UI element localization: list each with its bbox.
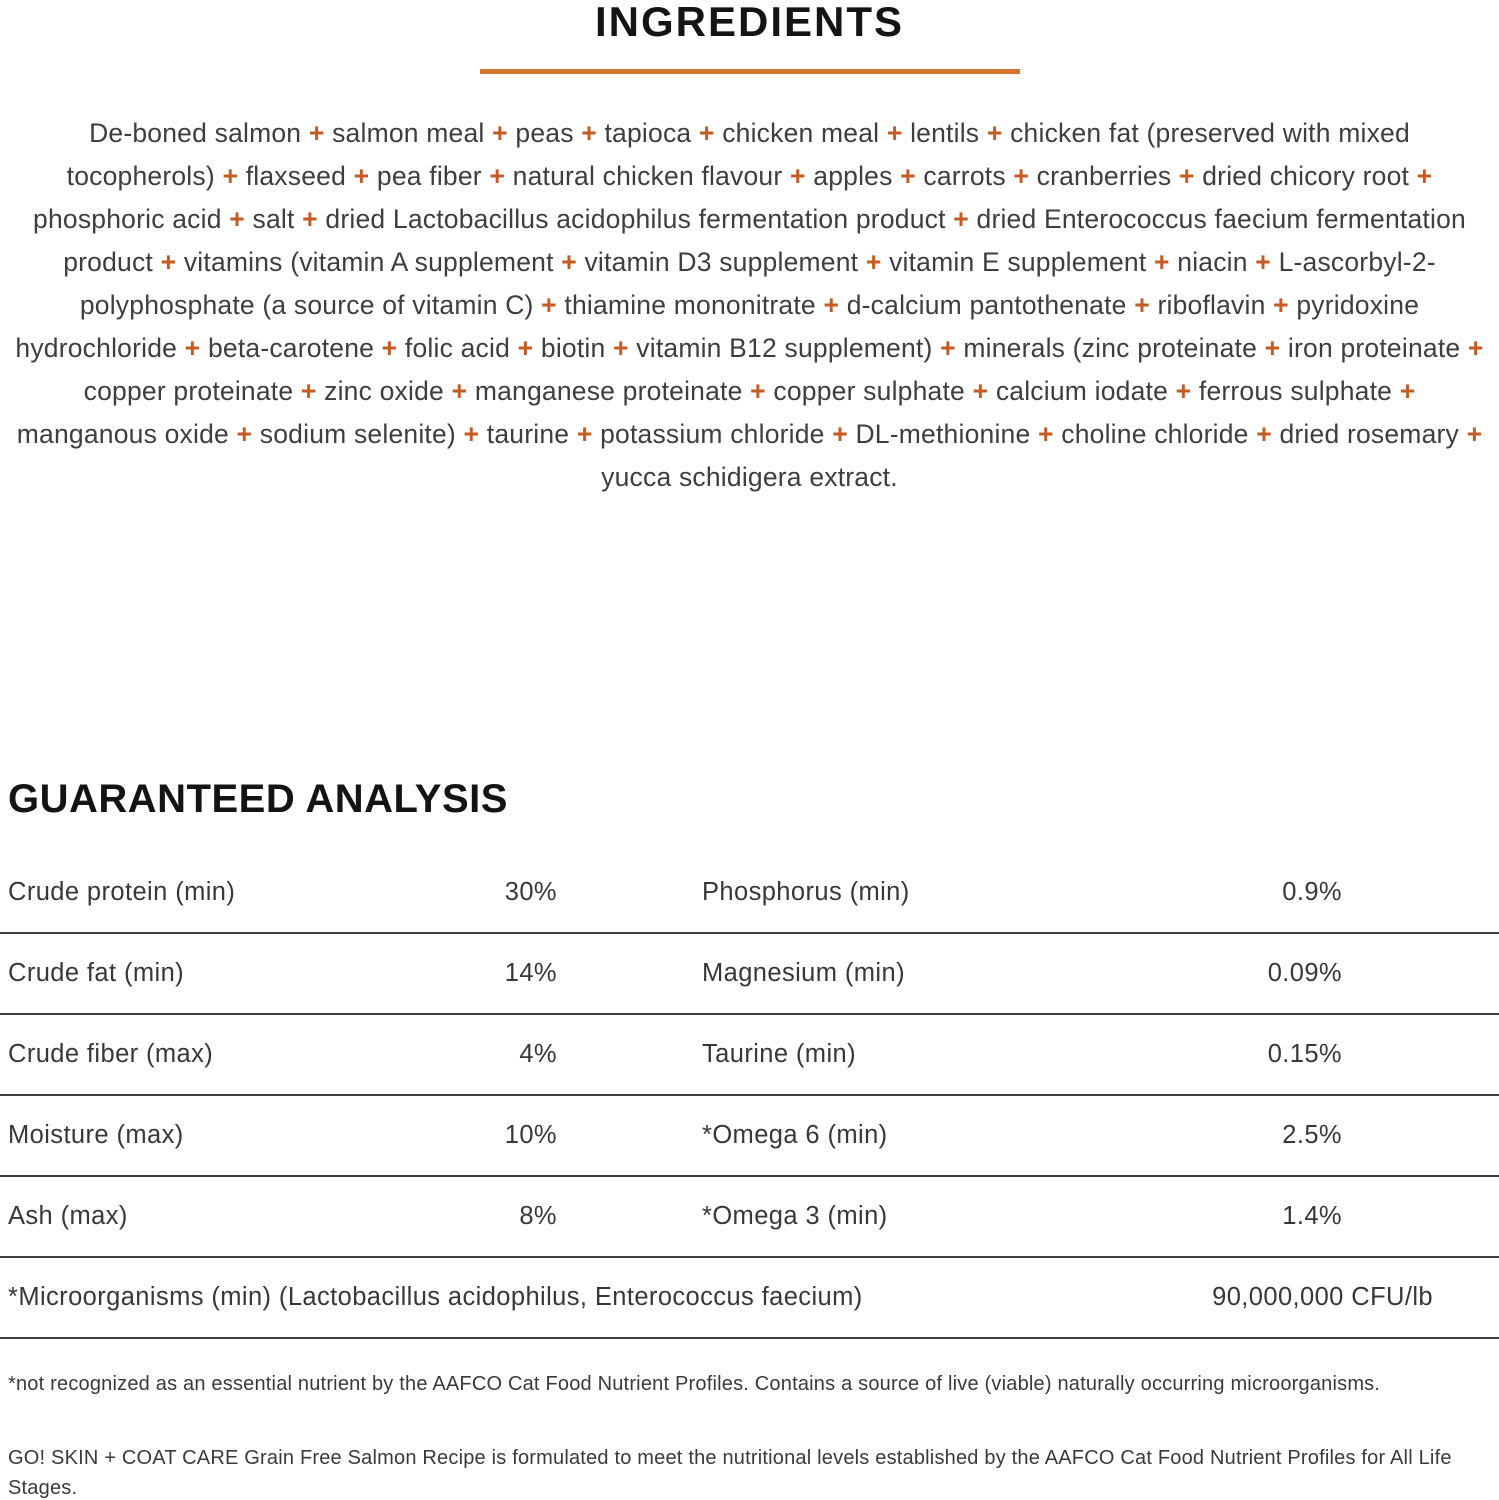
plus-separator-icon: + [222, 160, 239, 191]
plus-separator-icon: + [1175, 375, 1192, 406]
plus-separator-icon: + [353, 160, 370, 191]
plus-separator-icon: + [940, 332, 956, 363]
plus-separator-icon: + [236, 418, 253, 449]
nutrient-value: 90,000,000 CFU/lb [1212, 1282, 1433, 1311]
nutrient-value: 8% [519, 1201, 557, 1230]
title-underline-rule [480, 69, 1020, 74]
plus-separator-icon: + [750, 375, 766, 406]
nutrient-pair [8, 1121, 557, 1150]
plus-separator-icon: + [381, 332, 398, 363]
nutrient-pair [702, 878, 1342, 907]
plus-separator-icon: + [308, 117, 325, 148]
plus-separator-icon: + [1467, 332, 1484, 363]
nutrient-value: 30% [504, 877, 557, 906]
plus-separator-icon: + [789, 160, 806, 191]
plus-separator-icon: + [541, 289, 557, 320]
nutrient-pair [702, 1202, 1342, 1231]
nutrient-label: Crude protein (min) [8, 877, 236, 906]
plus-separator-icon: + [463, 418, 480, 449]
nutrient-pair [8, 959, 557, 988]
plus-separator-icon: + [900, 160, 916, 191]
nutrient-label: *Omega 6 (min) [702, 1120, 888, 1149]
table-row [0, 1177, 1499, 1258]
nutrient-label: Phosphorus (min) [702, 877, 910, 906]
plus-separator-icon: + [1416, 160, 1433, 191]
nutrient-value: 4% [519, 1039, 557, 1068]
guaranteed-analysis-section [0, 777, 1499, 1339]
nutrient-pair [702, 1040, 1342, 1069]
nutrient-value: 0.9% [1282, 877, 1342, 906]
table-row [0, 934, 1499, 1015]
nutrient-pair [702, 1121, 1342, 1150]
nutrient-label: Crude fat (min) [8, 958, 185, 987]
nutrient-value: 14% [504, 958, 557, 987]
plus-separator-icon: + [886, 117, 903, 148]
nutrient-pair [8, 878, 557, 907]
plus-separator-icon: + [823, 289, 840, 320]
nutrient-label: Crude fiber (max) [8, 1039, 214, 1068]
plus-separator-icon: + [581, 117, 597, 148]
nutrient-value: 2.5% [1282, 1120, 1342, 1149]
plus-separator-icon: + [576, 418, 593, 449]
ingredients-text: De-boned salmon + salmon meal + peas + tapioca + chicken meal + lentils + chicken fat (preserved with mixed tocopherols) + flaxseed + pea fiber + natural chicken flavour + apples + carrots + cranberries + dried chicory root + phosphoric acid + salt + dried Lactobacillus acidophilus fermentation product + dried Enterococcus faecium fermentation product + vitamins (vitamin A supplement + vitamin D3 supplement + vitamin E supplement + niacin + L-ascorbyl-2-polyphosphate (a source of vitamin C) + thiamine mononitrate + d-calcium pantothenate + riboflavin + pyridoxine hydrochloride + beta-carotene + folic acid + biotin + vitamin B12 supplement) + minerals (zinc proteinate + iron proteinate + copper proteinate + zinc oxide + manganese proteinate + copper sulphate + calcium iodate + ferrous sulphate + manganous oxide + sodium selenite) + taurine + potassium chloride + DL-methionine + choline chloride + dried rosemary + yucca schidigera extract. [15, 117, 1484, 492]
footnote-aafco: *not recognized as an essential nutrient by the AAFCO Cat Food Nutrient Profiles. Contains a source of live (viable) naturally occurring microorganisms. [8, 1372, 1381, 1395]
table-row [0, 1015, 1499, 1096]
plus-separator-icon: + [1264, 332, 1281, 363]
nutrient-label: Ash (max) [8, 1201, 128, 1230]
plus-separator-icon: + [184, 332, 201, 363]
nutrient-value: 0.09% [1267, 958, 1342, 987]
plus-separator-icon: + [300, 375, 317, 406]
plus-separator-icon: + [561, 246, 577, 277]
plus-separator-icon: + [489, 160, 506, 191]
footnote-formulation: GO! SKIN + COAT CARE Grain Free Salmon Recipe is formulated to meet the nutritional levels established by the AAFCO Cat Food Nutrient Profiles for All Life Stages. [8, 1446, 1452, 1499]
plus-separator-icon: + [1038, 418, 1054, 449]
guaranteed-analysis-title: GUARANTEED ANALYSIS [8, 776, 508, 821]
plus-separator-icon: + [1255, 246, 1271, 277]
table-row [0, 853, 1499, 934]
nutrient-label: Taurine (min) [702, 1039, 856, 1068]
plus-separator-icon: + [972, 375, 989, 406]
nutrient-value: 10% [504, 1120, 557, 1149]
analysis-table [0, 853, 1499, 1339]
plus-separator-icon: + [986, 117, 1003, 148]
nutrient-label: *Omega 3 (min) [702, 1201, 888, 1230]
plus-separator-icon: + [865, 246, 882, 277]
plus-separator-icon: + [1013, 160, 1030, 191]
plus-separator-icon: + [229, 203, 245, 234]
nutrient-pair [702, 959, 1342, 988]
plus-separator-icon: + [451, 375, 468, 406]
nutrient-pair [8, 1040, 557, 1069]
plus-separator-icon: + [832, 418, 848, 449]
plus-separator-icon: + [302, 203, 318, 234]
ingredients-title: INGREDIENTS [594, 0, 905, 45]
nutrient-pair [8, 1202, 557, 1231]
plus-separator-icon: + [517, 332, 534, 363]
plus-separator-icon: + [160, 246, 177, 277]
plus-separator-icon: + [698, 117, 715, 148]
plus-separator-icon: + [1178, 160, 1195, 191]
plus-separator-icon: + [1466, 418, 1483, 449]
microorganisms-row [0, 1258, 1499, 1339]
plus-separator-icon: + [492, 117, 508, 148]
plus-separator-icon: + [1134, 289, 1150, 320]
ingredients-section [0, 0, 1499, 499]
table-row [0, 1096, 1499, 1177]
plus-separator-icon: + [1256, 418, 1272, 449]
nutrient-value: 0.15% [1267, 1039, 1342, 1068]
nutrient-label: *Microorganisms (min) (Lactobacillus acidophilus, Enterococcus faecium) [8, 1282, 863, 1311]
nutrient-value: 1.4% [1282, 1201, 1342, 1230]
nutrient-label: Magnesium (min) [702, 958, 905, 987]
plus-separator-icon: + [1154, 246, 1170, 277]
plus-separator-icon: + [953, 203, 969, 234]
plus-separator-icon: + [1273, 289, 1289, 320]
plus-separator-icon: + [613, 332, 629, 363]
plus-separator-icon: + [1399, 375, 1416, 406]
nutrient-label: Moisture (max) [8, 1120, 184, 1149]
